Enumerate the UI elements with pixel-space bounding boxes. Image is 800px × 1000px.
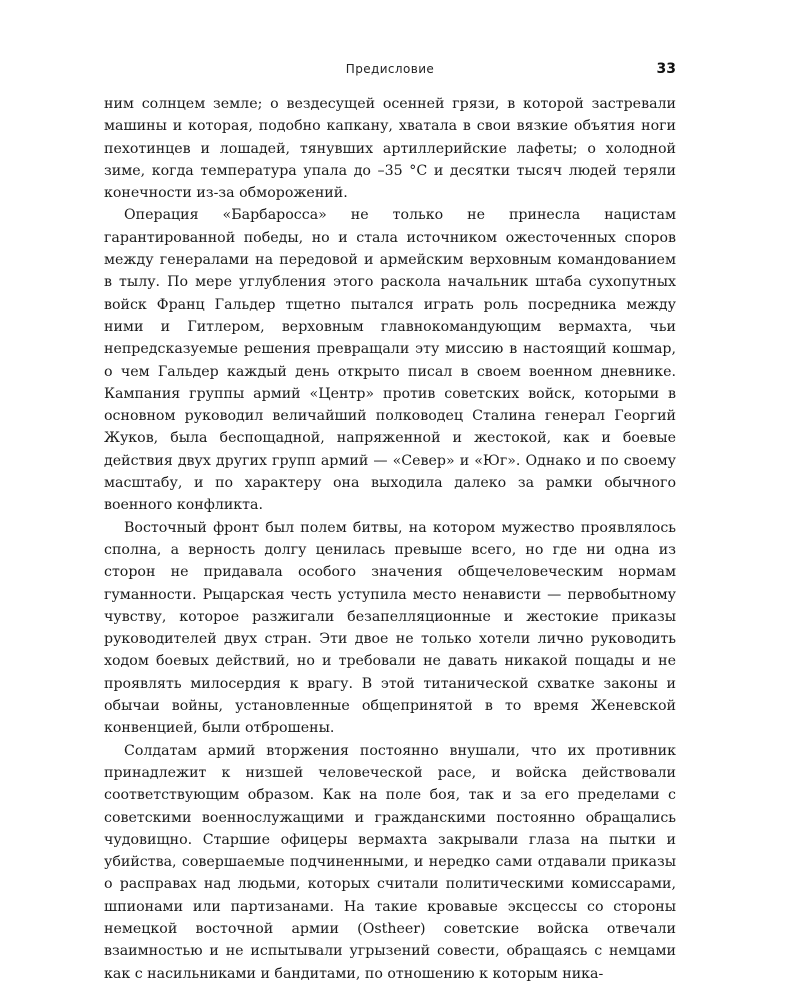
section-title: Предисловие <box>345 62 435 76</box>
page-number: 33 <box>656 61 676 77</box>
running-head <box>104 62 676 82</box>
body-text <box>104 93 676 985</box>
paragraph-4: Солдатам армий вторжения постоянно внушали, что их противник принадлежит к низшей человеческой расе, и войска действовали соответствующим образом. Как на поле боя, так и за его пределами с советскими военнослужащими и гражданскими постоянно обращались чудовищно. Старшие офицеры вермахта закрывали глаза на пытки и убийства, совершаемые подчиненными, и нередко сами отдавали приказы о расправах над людьми, которых считали политическими комиссарами, шпионами или партизанами. На такие кровавые эксцессы со стороны немецкой восточной армии (Ostheer) советские войска отвечали взаимностью и не испытывали угрызений совести, обращаясь с немцами как с насильниками и бандитами, по отношению к которым ника- <box>104 742 676 982</box>
paragraph-2: Операция «Барбаросса» не только не принесла нацистам гарантированной победы, но и стала источником ожесточенных споров между генералами на передовой и армейским верховным командованием в тылу. По мере углубления этого раскола начальник штаба сухопутных войск Франц Гальдер тщетно пытался играть роль посредника между ними и Гитлером, верховным главнокомандующим вермахта, чьи непредсказуемые решения превращали эту миссию в настоящий кошмар, о чем Гальдер каждый день открыто писал в своем военном дневнике. Кампания группы армий «Центр» против советских войск, которыми в основном руководил величайший полководец Сталина генерал Георгий Жуков, была беспощадной, напряженной и жестокой, как и боевые действия двух других групп армий — «Север» и «Юг». Однако и по своему масштабу, и по характеру она выходила далеко за рамки обычного военного конфликта. <box>104 207 676 514</box>
paragraph-1: ним солнцем земле; о вездесущей осенней грязи, в которой застревали машины и которая, подобно капкану, хватала в свои вязкие объятия ноги пехотинцев и лошадей, тянувших артиллерийские лафеты; о холодной зиме, когда температура упала до –35 °C и десятки тысяч людей теряли конечности из-за обморожений. <box>104 96 676 202</box>
paragraph-3: Восточный фронт был полем битвы, на котором мужество проявлялось сполна, а верность долгу ценилась превыше всего, но где ни одна из сторон не придавала особого значения общечеловеческим нормам гуманности. Рыцарская честь уступила место ненависти — первобытному чувству, которое разжигали безапелляционные и жестокие приказы руководителей двух стран. Эти двое не только хотели лично руководить ходом боевых действий, но и требовали не давать никакой пощады и не проявлять милосердия к врагу. В этой титанической схватке законы и обычаи войны, установленные общепринятой в то время Женевской конвенцией, были отброшены. <box>104 519 676 737</box>
